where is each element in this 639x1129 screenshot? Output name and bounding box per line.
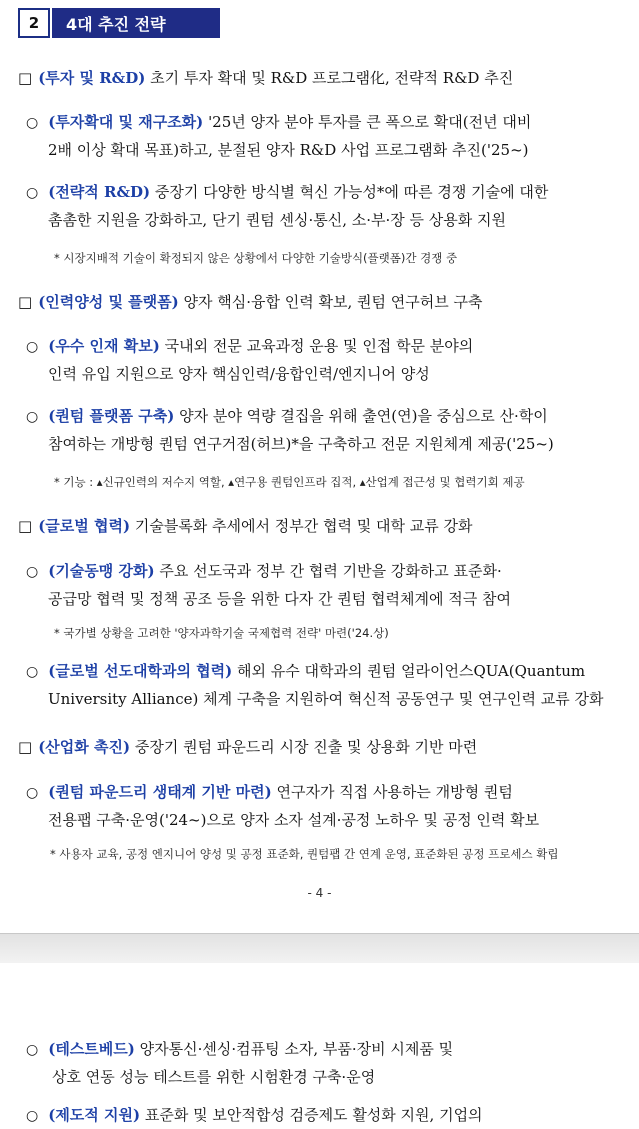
list-item: ○ (퀀텀 파운드리 생태계 기반 마련) 연구자가 직접 사용하는 개방형 퀀텀 — [26, 783, 513, 801]
section-heading: □ (인력양성 및 플랫폼) 양자 핵심·융합 인력 확보, 퀀텀 연구허브 구축 — [18, 293, 483, 311]
footnote: * 국가별 상황을 고려한 '양자과학기술 국제협력 전략' 마련('24.상) — [54, 626, 389, 640]
list-item: ○ (기술동맹 강화) 주요 선도국과 정부 간 협력 기반을 강화하고 표준화· — [26, 562, 502, 580]
section-title: 4대 추진 전략 — [52, 8, 220, 38]
list-item: ○ (우수 인재 확보) 국내외 전문 교육과정 운용 및 인접 학문 분야의 — [26, 337, 474, 355]
list-item: ○ (퀀텀 플랫폼 구축) 양자 분야 역량 결집을 위해 출연(연)을 중심으로 산·학이 — [26, 407, 548, 425]
circle-bullet-icon: ○ — [26, 664, 39, 680]
circle-bullet-icon: ○ — [26, 1042, 39, 1058]
list-item: ○ (투자확대 및 재구조화) '25년 양자 분야 투자를 큰 폭으로 확대(전년 대비 — [26, 113, 532, 131]
section-header — [18, 8, 220, 38]
list-item-cont: 인력 유입 지원으로 양자 핵심인력/융합인력/엔지니어 양성 — [48, 365, 430, 383]
square-bullet-icon: □ — [18, 517, 33, 535]
circle-bullet-icon: ○ — [26, 339, 39, 355]
list-item: ○ (제도적 지원) 표준화 및 보안적합성 검증제도 활성화 지원, 기업의 — [26, 1106, 483, 1124]
section-heading: □ (투자 및 R&D) 초기 투자 확대 및 R&D 프로그램化, 전략적 R&D 추진 — [18, 69, 514, 87]
circle-bullet-icon: ○ — [26, 115, 39, 131]
page-number: - 4 - — [307, 886, 332, 900]
list-item-cont: 참여하는 개방형 퀀텀 연구거점(허브)*을 구축하고 전문 지원체계 제공('25~) — [48, 435, 554, 453]
square-bullet-icon: □ — [18, 69, 33, 87]
square-bullet-icon: □ — [18, 738, 33, 756]
document-page-5 — [0, 963, 639, 1129]
circle-bullet-icon: ○ — [26, 1108, 39, 1124]
circle-bullet-icon: ○ — [26, 564, 39, 580]
circle-bullet-icon: ○ — [26, 185, 39, 201]
square-bullet-icon: □ — [18, 293, 33, 311]
footnote: * 기능 : ▴신규인력의 저수지 역할, ▴연구용 퀀텀인프라 집적, ▴산업계 접근성 및 협력기회 제공 — [54, 475, 525, 489]
list-item-cont: 촘촘한 지원을 강화하고, 단기 퀀텀 센싱·통신, 소·부·장 등 상용화 지원 — [48, 211, 506, 229]
footnote: * 사용자 교육, 공정 엔지니어 양성 및 공정 표준화, 퀀텀팹 간 연계 운영, 표준화된 공정 프로세스 확립 — [50, 847, 559, 861]
list-item: ○ (글로벌 선도대학과의 협력) 해외 유수 대학과의 퀀텀 얼라이언스QUA(Quantum — [26, 662, 586, 680]
list-item-cont: 상호 연동 성능 테스트를 위한 시험환경 구축·운영 — [52, 1068, 376, 1086]
list-item-cont: University Alliance) 체계 구축을 지원하여 혁신적 공동연구 및 연구인력 교류 강화 — [48, 690, 604, 708]
section-number: 2 — [18, 8, 50, 38]
section-heading: □ (글로벌 협력) 기술블록화 추세에서 정부간 협력 및 대학 교류 강화 — [18, 517, 473, 535]
list-item: ○ (테스트베드) 양자통신·센싱·컴퓨팅 소자, 부품·장비 시제품 및 — [26, 1040, 454, 1058]
list-item: ○ (전략적 R&D) 중장기 다양한 방식별 혁신 가능성*에 따른 경쟁 기술에 대한 — [26, 183, 549, 201]
page-separator — [0, 933, 639, 965]
list-item-cont: 공급망 협력 및 정책 공조 등을 위한 다자 간 퀀텀 협력체계에 적극 참여 — [48, 590, 511, 608]
list-item-cont: 전용팹 구축·운영('24~)으로 양자 소자 설계·공정 노하우 및 공정 인력 확보 — [48, 811, 540, 829]
circle-bullet-icon: ○ — [26, 409, 39, 425]
list-item-cont: 2배 이상 확대 목표)하고, 분절된 양자 R&D 사업 프로그램화 추진('25~) — [48, 141, 529, 159]
footnote: * 시장지배적 기술이 확정되지 않은 상황에서 다양한 기술방식(플랫폼)간 경쟁 중 — [54, 251, 458, 265]
section-heading: □ (산업화 촉진) 중장기 퀀텀 파운드리 시장 진출 및 상용화 기반 마련 — [18, 738, 478, 756]
circle-bullet-icon: ○ — [26, 785, 39, 801]
